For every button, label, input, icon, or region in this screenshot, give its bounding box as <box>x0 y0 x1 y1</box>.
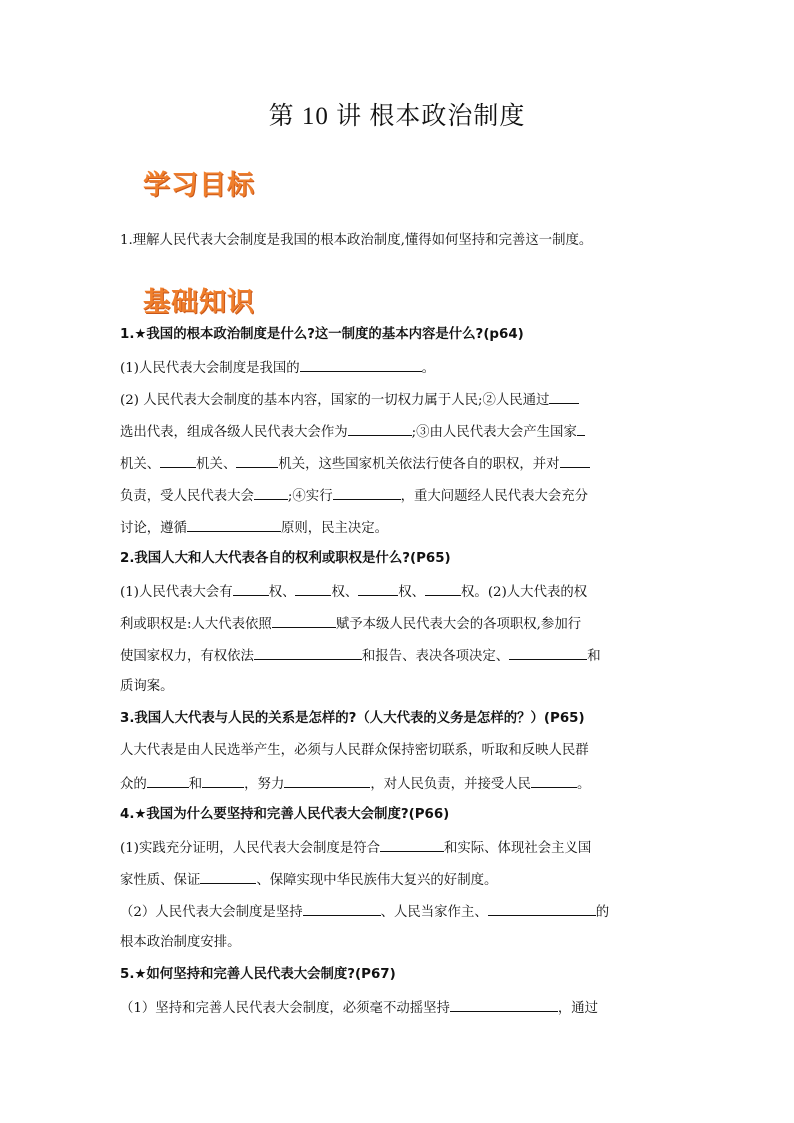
question-5: 5.★如何坚持和完善人民代表大会制度?(P67) <box>120 967 396 982</box>
text-segment: （2）人民代表大会制度是坚持 <box>120 905 303 920</box>
text-segment: 和报告、表决各项决定、 <box>361 649 510 664</box>
fill-blank[interactable] <box>160 453 196 468</box>
question-3: 3.我国人大代表与人民的关系是怎样的?（人大代表的义务是怎样的？）(P65) <box>120 711 585 726</box>
text-segment: 机关，这些国家机关依法行使各自的职权，并对 <box>278 457 560 472</box>
text-line <box>120 837 680 859</box>
text-segment: ，重大问题经人民代表大会充分 <box>400 489 589 504</box>
text-segment: （1）坚持和完善人民代表大会制度，必须毫不动摇坚持 <box>120 1001 450 1016</box>
text-line <box>120 357 680 379</box>
text-segment: 机关、 <box>120 457 161 472</box>
text-segment: 和 <box>188 777 203 792</box>
fill-blank[interactable] <box>333 485 401 500</box>
text-line <box>120 901 680 923</box>
text-line: 质询案。 <box>120 679 174 694</box>
fill-blank[interactable] <box>147 773 189 788</box>
fill-blank[interactable] <box>380 837 444 852</box>
question-4: 4.★我国为什么要坚持和完善人民代表大会制度?(P66) <box>120 807 450 822</box>
fill-blank[interactable] <box>300 357 422 372</box>
text-line <box>120 997 680 1019</box>
text-segment: 。 <box>421 361 436 376</box>
text-line: 人大代表是由人民选举产生，必须与人民群众保持密切联系，听取和反映人民群 <box>120 743 589 758</box>
text-segment: 权、 <box>268 585 296 600</box>
fill-blank[interactable] <box>202 773 244 788</box>
text-segment: 原则，民主决定。 <box>280 521 389 536</box>
fill-blank[interactable] <box>358 581 398 596</box>
fill-blank[interactable] <box>303 901 381 916</box>
text-segment: 负责，受人民代表大会 <box>120 489 254 504</box>
question-2: 2.我国人大和人大代表各自的权利或职权是什么?(P65) <box>120 551 451 566</box>
text-segment: 权、 <box>331 585 359 600</box>
text-segment: 众的 <box>120 777 147 792</box>
fill-blank[interactable] <box>348 421 412 436</box>
text-segment: 家性质、保证 <box>120 873 201 888</box>
fill-blank[interactable] <box>560 453 590 468</box>
text-segment: 使国家权力，有权依法 <box>120 649 254 664</box>
text-segment: ;③由人民代表大会产生国家 <box>411 425 577 440</box>
text-line <box>120 453 680 475</box>
fill-blank[interactable] <box>284 773 370 788</box>
text-line <box>120 389 680 411</box>
text-line: 根本政治制度安排。 <box>120 935 241 950</box>
fill-blank[interactable] <box>577 421 585 436</box>
text-line <box>120 421 680 443</box>
goal-item: 1.理解人民代表大会制度是我国的根本政治制度,懂得如何坚持和完善这一制度。 <box>120 233 593 248</box>
text-segment: 、保障实现中华民族伟大复兴的好制度。 <box>256 873 498 888</box>
text-segment: (1)人民代表大会有 <box>120 585 233 600</box>
fill-blank[interactable] <box>509 645 587 660</box>
text-segment: 、人民当家作主、 <box>380 905 488 920</box>
fill-blank[interactable] <box>450 997 558 1012</box>
text-segment: (2) 人民代表大会制度的基本内容，国家的一切权力属于人民;②人民通过 <box>120 393 550 408</box>
text-segment: 机关、 <box>196 457 237 472</box>
text-line <box>120 517 680 539</box>
fill-blank[interactable] <box>295 581 331 596</box>
text-segment: ，对人民负责，并接受人民 <box>370 777 532 792</box>
text-segment: 讨论，遵循 <box>120 521 187 536</box>
text-segment: 。 <box>577 777 591 792</box>
text-segment: 利或职权是:人大代表依照 <box>120 617 272 632</box>
section-heading-goal: 学习目标 <box>143 170 255 201</box>
text-line <box>120 581 680 603</box>
text-segment: 选出代表，组成各级人民代表大会作为 <box>120 425 348 440</box>
text-segment: 和实际、体现社会主义国 <box>444 841 592 856</box>
fill-blank[interactable] <box>531 773 577 788</box>
fill-blank[interactable] <box>549 389 579 404</box>
fill-blank[interactable] <box>488 901 596 916</box>
text-segment: 权。(2)人大代表的权 <box>461 585 588 600</box>
text-segment: 和 <box>587 649 601 664</box>
text-segment: 权、 <box>398 585 426 600</box>
fill-blank[interactable] <box>200 869 256 884</box>
fill-blank[interactable] <box>254 645 362 660</box>
text-line <box>120 869 680 891</box>
text-segment: ;④实行 <box>287 489 333 504</box>
text-line <box>120 485 680 507</box>
fill-blank[interactable] <box>236 453 278 468</box>
text-segment: (1)实践充分证明，人民代表大会制度是符合 <box>120 841 380 856</box>
fill-blank[interactable] <box>187 517 281 532</box>
text-segment: ，努力 <box>244 777 285 792</box>
fill-blank[interactable] <box>425 581 461 596</box>
fill-blank[interactable] <box>233 581 269 596</box>
question-1: 1.★我国的根本政治制度是什么?这一制度的基本内容是什么?(p64) <box>120 327 524 342</box>
text-segment: (1)人民代表大会制度是我国的 <box>120 361 300 376</box>
section-heading-basics: 基础知识 <box>143 287 255 318</box>
text-segment: ，通过 <box>557 1001 599 1016</box>
text-segment: 赋予本级人民代表大会的各项职权,参加行 <box>335 617 582 632</box>
page-title: 第 10 讲 根本政治制度 <box>268 103 526 130</box>
text-segment: 的 <box>595 905 610 920</box>
text-line <box>120 645 680 667</box>
text-line <box>120 613 680 635</box>
text-line <box>120 773 680 795</box>
fill-blank[interactable] <box>272 613 336 628</box>
fill-blank[interactable] <box>254 485 288 500</box>
